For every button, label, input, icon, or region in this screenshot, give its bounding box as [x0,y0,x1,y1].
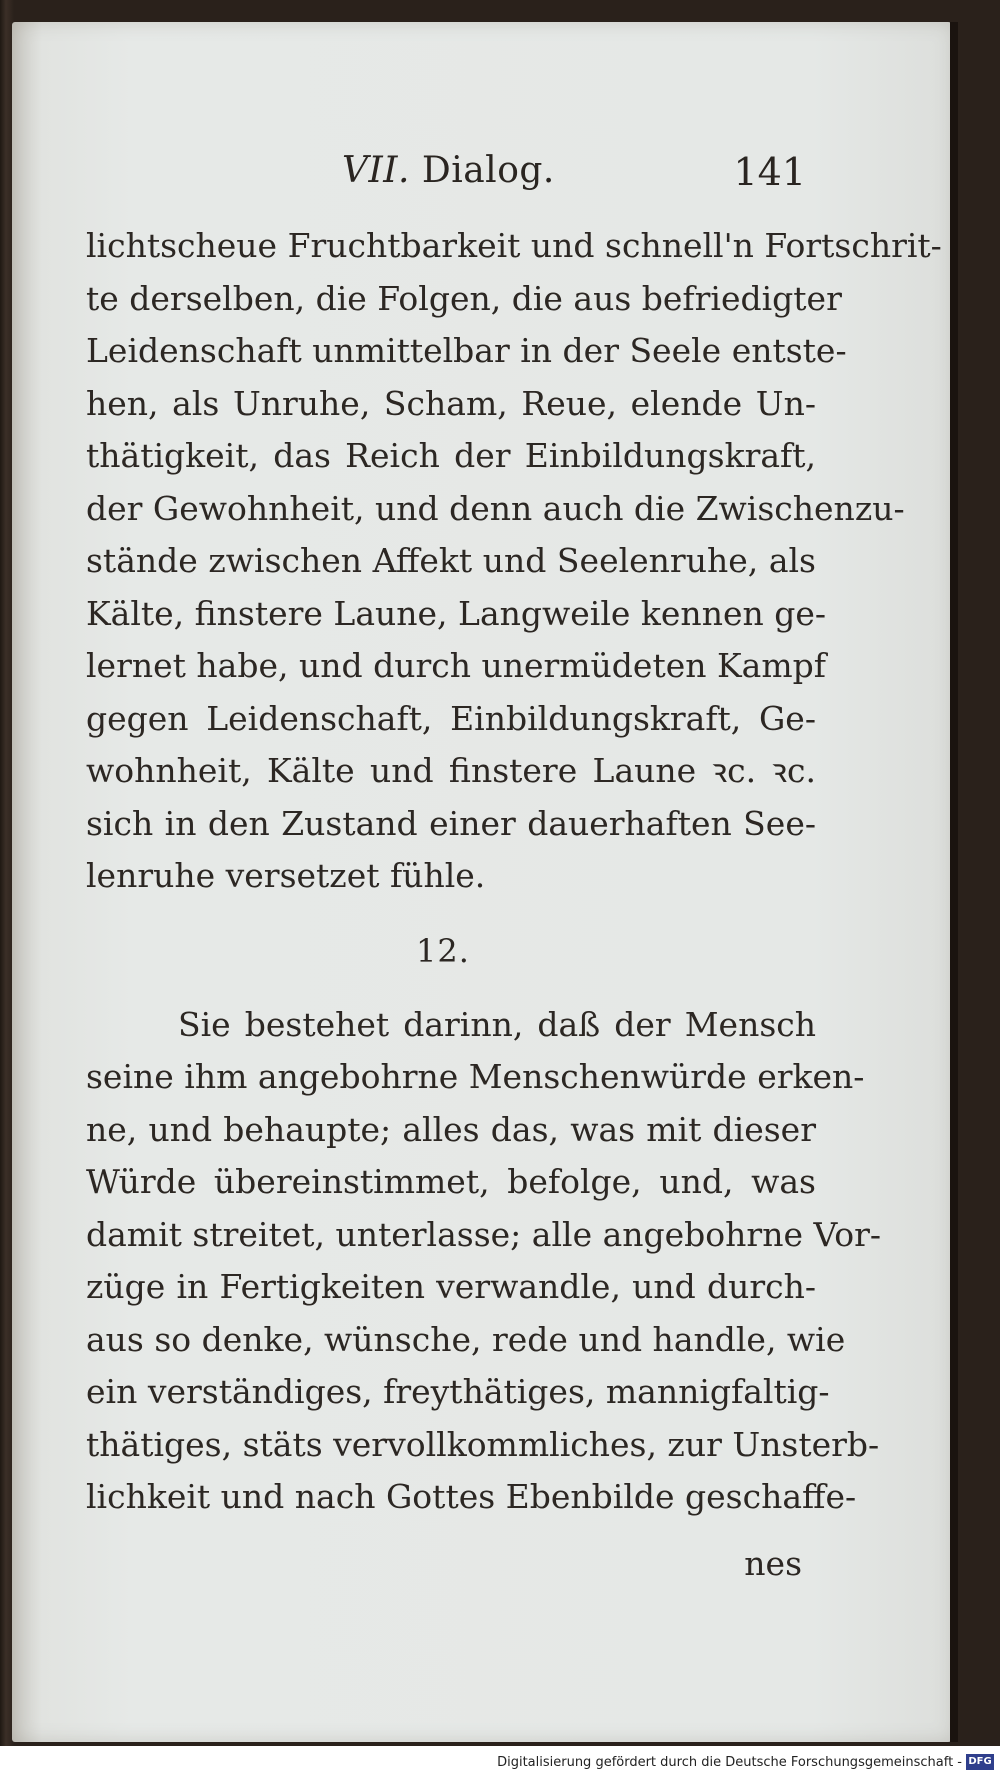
text-line: seine ihm angebohrne Menschenwürde erken- [86,1057,865,1096]
text-line: Leidenschaft unmittelbar in der Seele entste- [86,331,847,370]
text-line: damit streitet, unterlasse; alle angebohrne Vor- [86,1214,882,1254]
catchword: nes [744,1544,802,1583]
text-line: aus so denke, wünsche, rede und handle, wie [86,1319,846,1359]
paragraph-section-12 [86,999,882,1524]
text-line: lernet habe, und durch unermüdeten Kampf [86,646,826,685]
text-line: ne, und behaupte; alles das, was mit dieser [86,1109,816,1149]
running-title [342,150,555,191]
text-line: hen, als Unruhe, Scham, Reue, elende Un- [86,383,816,423]
section-number: 12. [416,931,470,970]
text-line: ein verständiges, freythätiges, mannigfaltig- [86,1372,830,1411]
running-head [12,150,954,210]
text-line: lenruhe versetzet fühle. [86,856,486,895]
text-line: lichkeit und nach Gottes Ebenbilde geschaffe- [86,1477,857,1516]
text-line: wohnheit, Kälte und finstere Laune ꝛc. ꝛc. [86,751,816,790]
running-title-word: Dialog. [421,150,555,191]
book-page [12,22,954,1742]
paragraph-continuation [86,220,942,903]
text-line: Kälte, finstere Laune, Langweile kennen ge- [86,593,827,633]
digitization-footer [0,1746,1000,1781]
text-line: züge in Fertigkeiten verwandle, und durch- [86,1267,816,1306]
text-line: Würde übereinstimmet, befolge, und, was [86,1162,816,1201]
text-line: thätigkeit, das Reich der Einbildungskraft, [86,436,816,475]
text-line: Sie bestehet darinn, daß der Mensch [178,1004,816,1044]
page-number: 141 [733,150,806,194]
text-line: stände zwischen Affekt und Seelenruhe, als [86,541,816,580]
text-line: der Gewohnheit, und denn auch die Zwischenzu- [86,488,905,528]
text-line: gegen Leidenschaft, Einbildungskraft, Ge- [86,698,816,738]
text-line: thätiges, stäts vervollkommliches, zur Unsterb- [86,1424,880,1464]
footer-credit: Digitalisierung gefördert durch die Deutsche Forschungsgemeinschaft - [497,1755,962,1770]
text-block [86,220,942,1524]
text-line: sich in den Zustand einer dauerhaften See- [86,803,816,843]
running-title-roman: VII. [342,150,410,191]
text-line: lichtscheue Fruchtbarkeit und schnell'n Fortschrit- [86,226,942,265]
dfg-logo: DFG [966,1754,994,1770]
text-line: te derselben, die Folgen, die aus befriedigter [86,278,842,318]
